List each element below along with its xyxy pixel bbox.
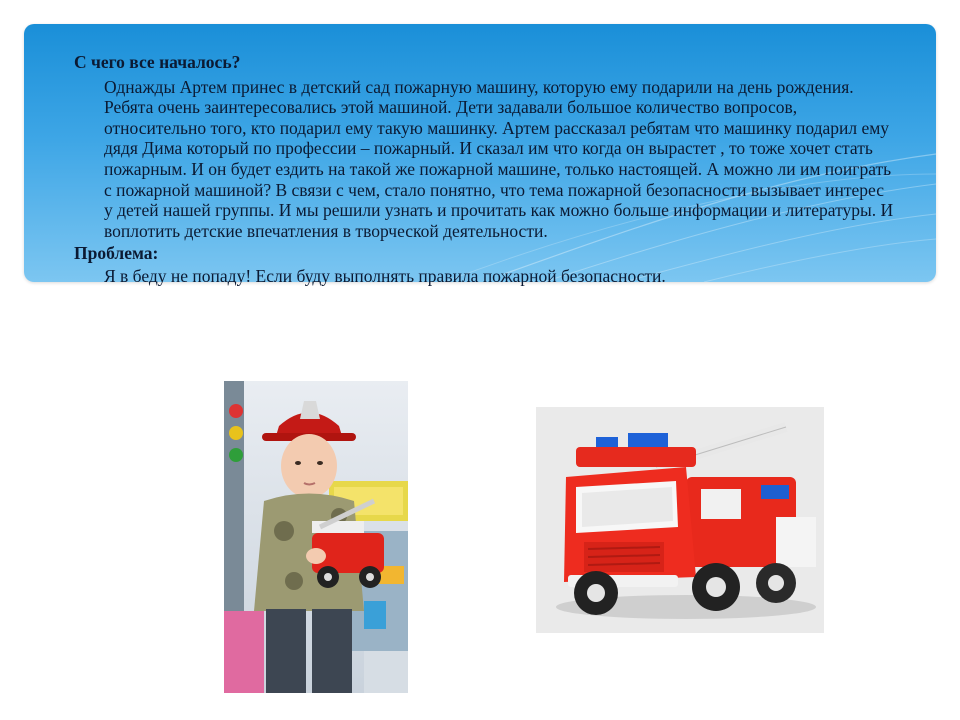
slide-text: [74, 52, 894, 287]
boy-image: [224, 381, 408, 693]
problem-heading: Проблема:: [74, 243, 159, 264]
toy-fire-truck-photo: [536, 407, 824, 633]
boy-photo: [224, 381, 408, 693]
intro-paragraph: Однажды Артем принес в детский сад пожарную машину, которую ему подарили на день рождения. Ребята очень заинтересовались этой машиной. Дети задавали большое количество вопросов, относительно того, кто подарил ему такую машинку. Артем рассказал ребятам что машинку подарил ему дядя Дима который по профессии – пожарный. И сказал им что когда он вырастет , то тоже хочет стать пожарным. И он будет ездить на такой же пожарной машине, только настоящей. А можно ли им поиграть с пожарной машиной? В связи с чем, стало понятно, что тема пожарной безопасности вызывает интерес у детей нашей группы. И мы решили узнать и прочитать как можно больше информации и литературы. И воплотить детские впечатления в творческой деятельности.: [104, 76, 894, 241]
problem-paragraph: Я в беду не попаду! Если буду выполнять правила пожарной безопасности.: [104, 265, 666, 286]
toy-fire-truck-image: [536, 407, 824, 633]
intro-heading: С чего все началось?: [74, 52, 241, 72]
